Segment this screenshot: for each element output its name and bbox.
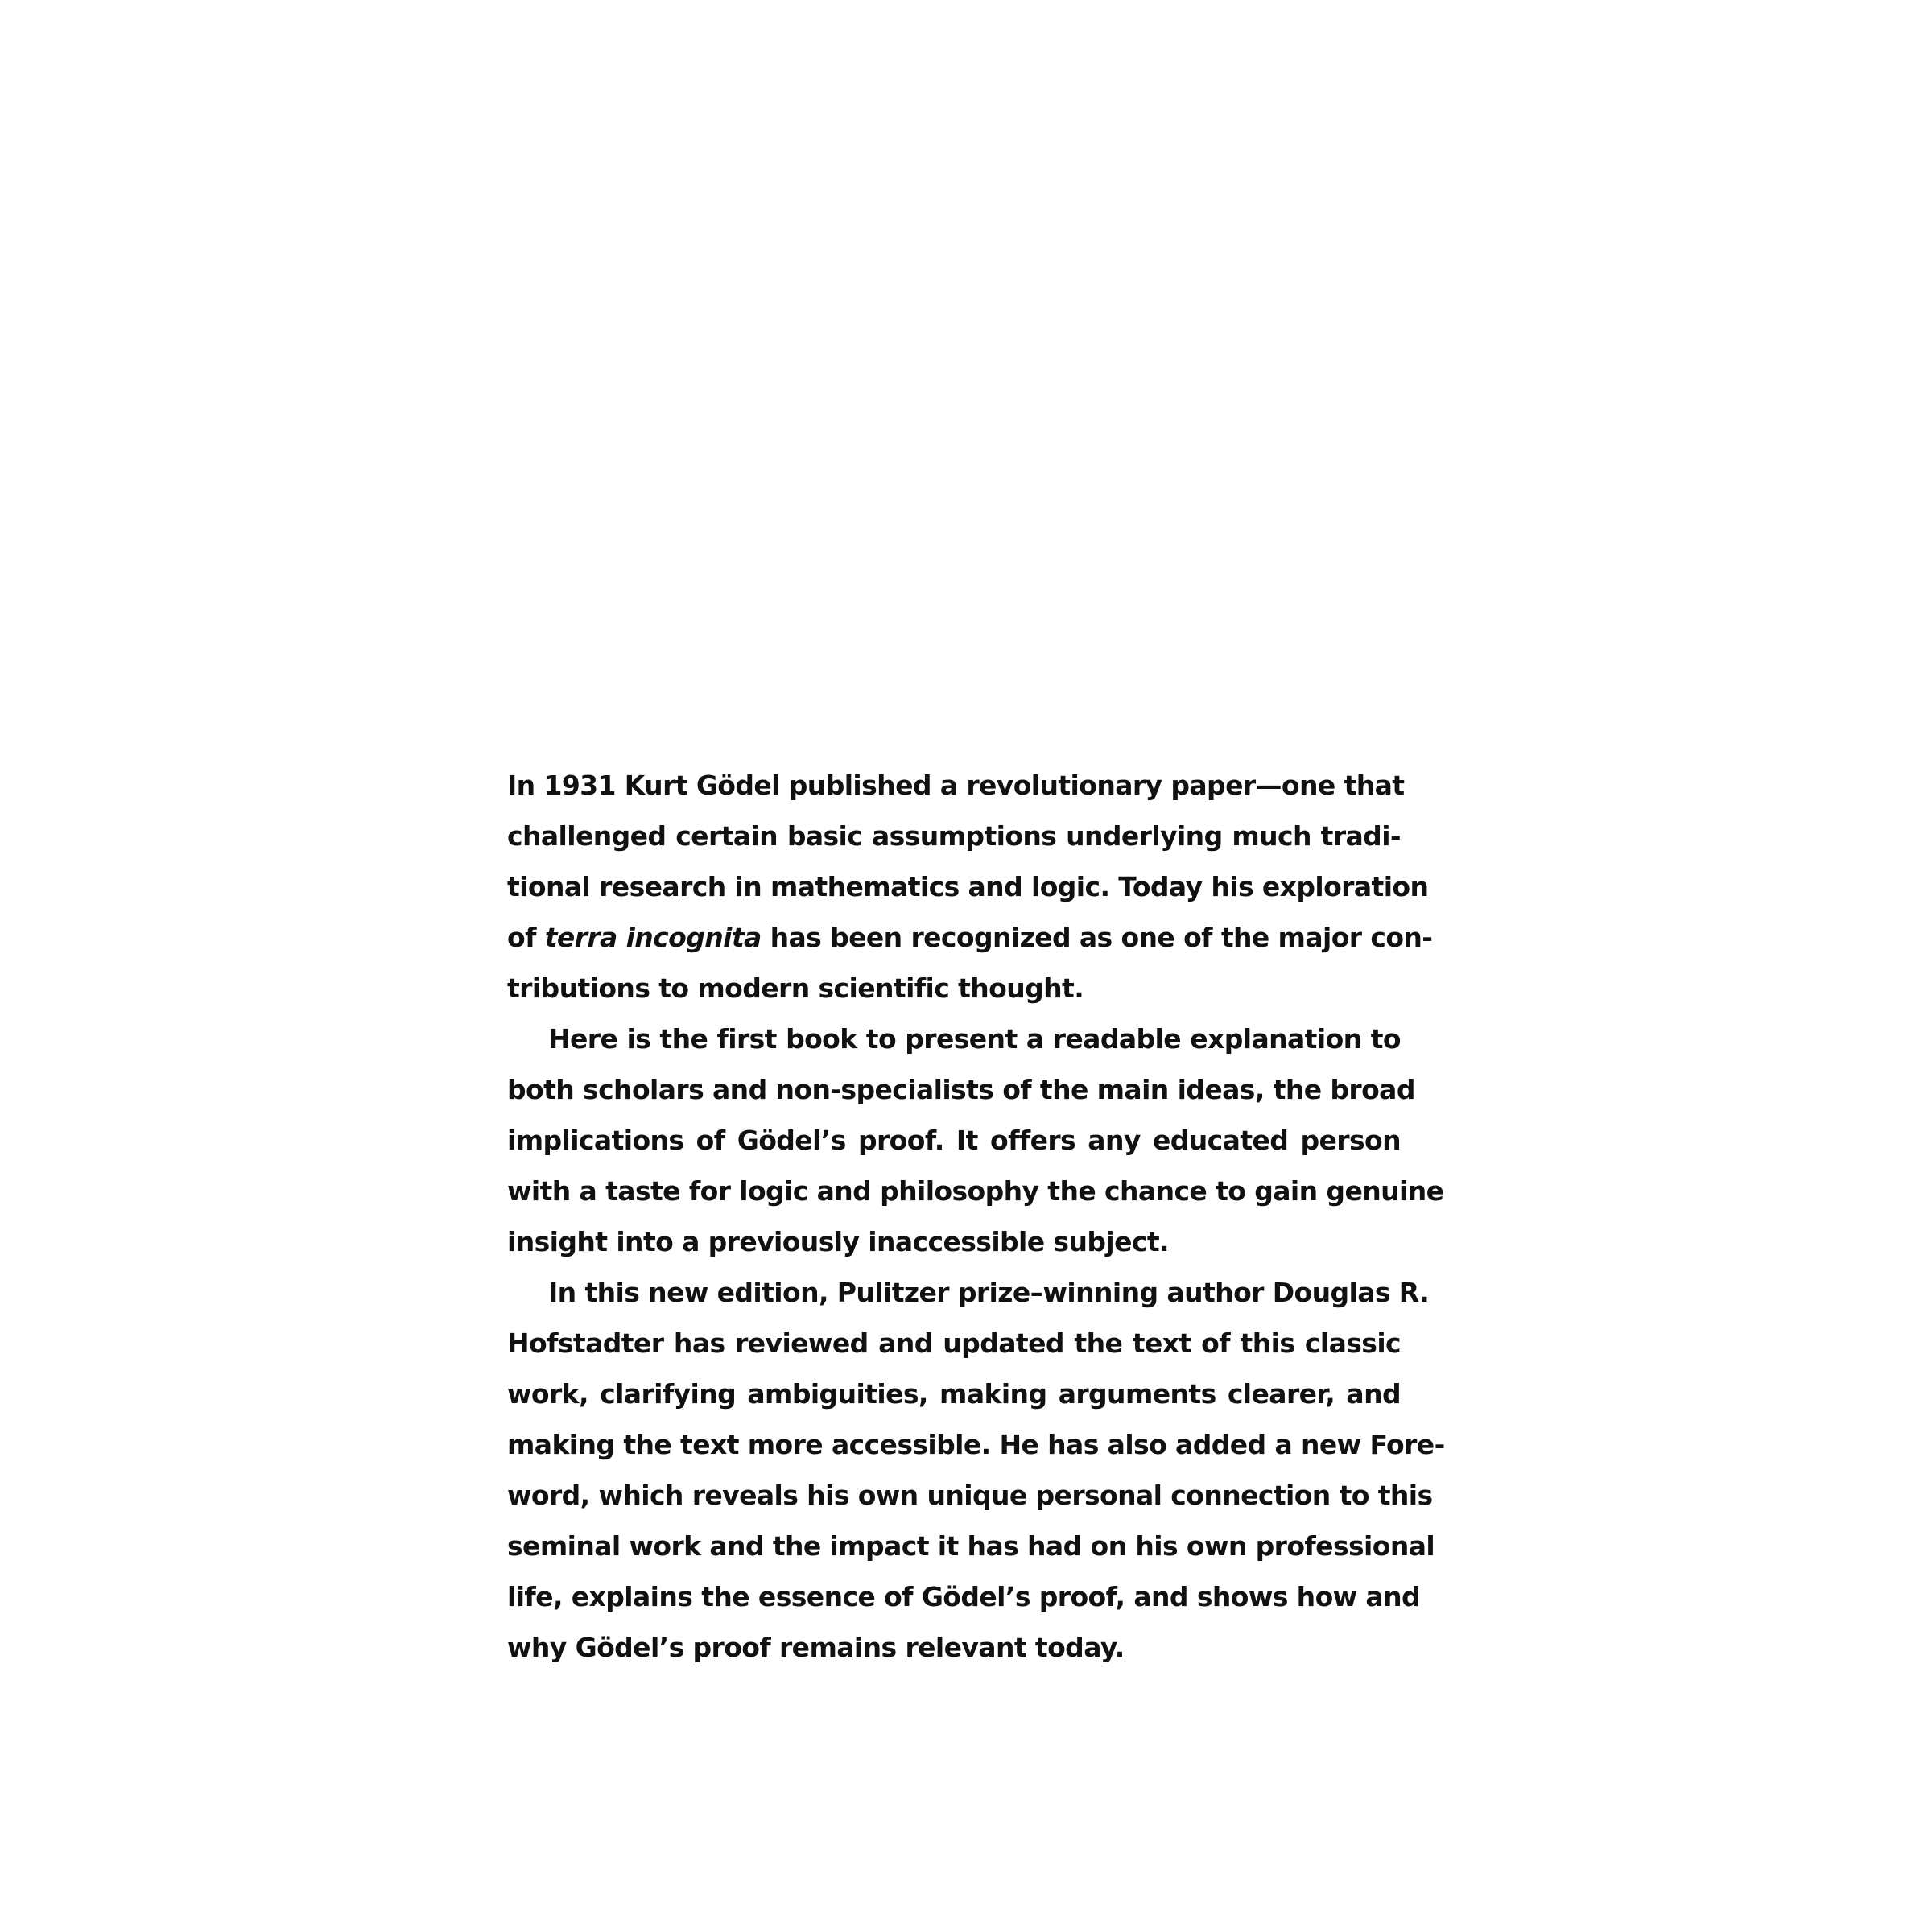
book-description (507, 760, 1445, 1673)
text-run: has been recognized as one of the major con- (761, 922, 1433, 953)
text-run: of (507, 922, 545, 953)
text-line: Hofstadter has reviewed and updated the text of this classic (507, 1327, 1401, 1359)
text-line: challenged certain basic assumptions underlying much tradi- (507, 820, 1401, 852)
text-line (507, 912, 1433, 963)
text-line: tional research in mathematics and logic. Today his exploration (507, 871, 1429, 902)
text-line: In this new edition, Pulitzer prize–winning author Douglas R. (548, 1277, 1430, 1308)
text-line: work, clarifying ambiguities, making arguments clearer, and (507, 1378, 1401, 1410)
text-line: both scholars and non-specialists of the main ideas, the broad (507, 1074, 1415, 1105)
paragraph-2 (507, 1013, 1444, 1267)
text-line: seminal work and the impact it has had on his own professional (507, 1530, 1435, 1562)
text-line: word, which reveals his own unique personal connection to this (507, 1480, 1433, 1511)
paragraph-1 (507, 760, 1433, 1013)
text-line: insight into a previously inaccessible subject. (507, 1226, 1169, 1257)
text-line: making the text more accessible. He has also added a new Fore- (507, 1429, 1445, 1460)
paragraph-3 (507, 1267, 1445, 1673)
text-line: Here is the first book to present a readable explanation to (548, 1023, 1401, 1055)
text-line: In 1931 Kurt Gödel published a revolutionary paper—one that (507, 770, 1405, 801)
text-line: with a taste for logic and philosophy the chance to gain genuine (507, 1175, 1444, 1207)
text-line: implications of Gödel’s proof. It offers any educated person (507, 1125, 1401, 1156)
italic-phrase: terra incognita (544, 922, 762, 953)
text-line: why Gödel’s proof remains relevant today. (507, 1632, 1125, 1663)
text-line: life, explains the essence of Gödel’s proof, and shows how and (507, 1581, 1420, 1612)
text-line: tributions to modern scientific thought. (507, 972, 1084, 1004)
